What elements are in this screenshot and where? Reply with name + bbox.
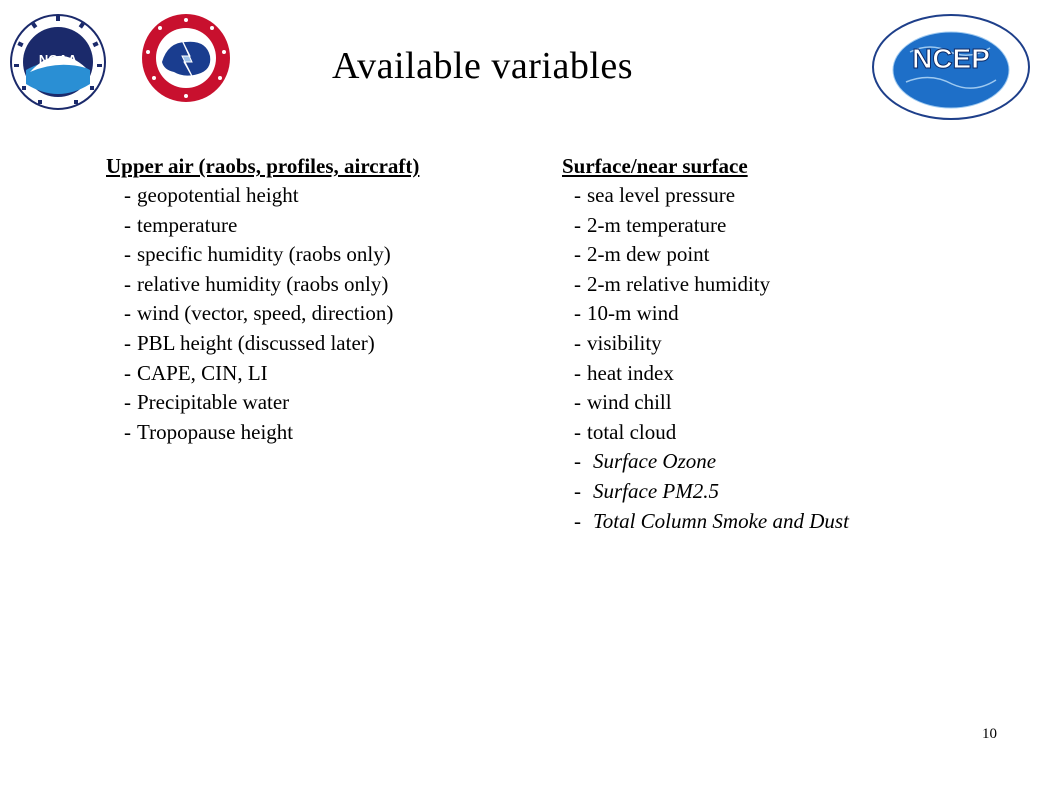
list-item <box>562 359 982 389</box>
variable-label: heat index <box>587 360 674 385</box>
variable-label: 2-m dew point <box>587 242 710 267</box>
bullet-dash: - <box>574 183 581 207</box>
ncep-logo-text: NCEP <box>912 43 990 74</box>
list-item <box>106 329 536 359</box>
bullet-dash: - <box>574 478 581 503</box>
variable-label: 2-m relative humidity <box>587 271 771 296</box>
bullet-dash: - <box>124 360 131 385</box>
variable-label: wind (vector, speed, direction) <box>137 301 394 326</box>
list-item <box>562 211 982 241</box>
variable-label: CAPE, CIN, LI <box>137 360 268 385</box>
list-item <box>562 329 982 359</box>
variable-label: visibility <box>587 330 662 355</box>
variable-label: total cloud <box>587 419 677 444</box>
list-item <box>562 299 982 329</box>
bullet-dash: - <box>574 419 581 444</box>
variable-label: Precipitable water <box>137 390 290 415</box>
variable-label: Tropopause height <box>137 419 294 444</box>
nws-emblem-icon <box>140 12 232 104</box>
list-item <box>562 477 982 507</box>
bullet-dash: - <box>574 301 581 326</box>
noaa-logo <box>8 12 108 112</box>
list-item <box>562 270 982 300</box>
bullet-dash: - <box>574 212 581 237</box>
variable-label: specific humidity (raobs only) <box>137 242 391 267</box>
list-item <box>562 240 982 270</box>
list-item <box>106 359 536 389</box>
variable-label: Total Column Smoke and Dust <box>593 508 849 533</box>
list-item <box>106 211 536 241</box>
page-number: 10 <box>982 726 997 742</box>
upper-air-column <box>106 152 536 447</box>
ncep-emblem-icon <box>870 12 1032 122</box>
variable-label: Surface Ozone <box>593 449 717 474</box>
surface-variable-list <box>562 181 982 536</box>
list-item <box>106 299 536 329</box>
list-item <box>106 240 536 270</box>
bullet-dash: - <box>574 242 581 267</box>
list-item <box>562 181 982 211</box>
variable-label: PBL height (discussed later) <box>137 330 375 355</box>
bullet-dash: - <box>574 360 581 385</box>
variable-label: wind chill <box>587 390 672 415</box>
list-item <box>106 181 536 211</box>
noaa-logo-text: NOAA <box>38 52 78 67</box>
upper-air-heading: Upper air (raobs, profiles, aircraft) <box>106 154 420 178</box>
national-weather-service-logo <box>140 12 232 104</box>
variable-label: sea level pressure <box>587 183 736 207</box>
bullet-dash: - <box>124 183 131 207</box>
list-item <box>562 418 982 448</box>
bullet-dash: - <box>574 330 581 355</box>
list-item <box>562 507 982 537</box>
bullet-dash: - <box>574 449 581 474</box>
bullet-dash: - <box>574 508 581 533</box>
variable-label: geopotential height <box>137 183 299 207</box>
slide-title: Available variables <box>332 45 634 87</box>
bullet-dash: - <box>574 390 581 415</box>
variable-label: relative humidity (raobs only) <box>137 271 389 296</box>
variable-label: 10-m wind <box>587 301 679 326</box>
list-item <box>106 388 536 418</box>
bullet-dash: - <box>124 212 131 237</box>
bullet-dash: - <box>124 330 131 355</box>
bullet-dash: - <box>124 271 131 296</box>
bullet-dash: - <box>574 271 581 296</box>
bullet-dash: - <box>124 419 131 444</box>
variable-label: temperature <box>137 212 238 237</box>
noaa-emblem-icon <box>8 12 108 112</box>
bullet-dash: - <box>124 242 131 267</box>
list-item <box>106 270 536 300</box>
bullet-dash: - <box>124 301 131 326</box>
variable-label: 2-m temperature <box>587 212 727 237</box>
upper-air-variable-list <box>106 181 536 447</box>
ncep-logo <box>870 12 1032 122</box>
surface-heading: Surface/near surface <box>562 154 748 178</box>
variable-label: Surface PM2.5 <box>593 478 719 503</box>
list-item <box>106 418 536 448</box>
list-item <box>562 388 982 418</box>
list-item <box>562 447 982 477</box>
bullet-dash: - <box>124 390 131 415</box>
surface-column <box>562 152 982 536</box>
